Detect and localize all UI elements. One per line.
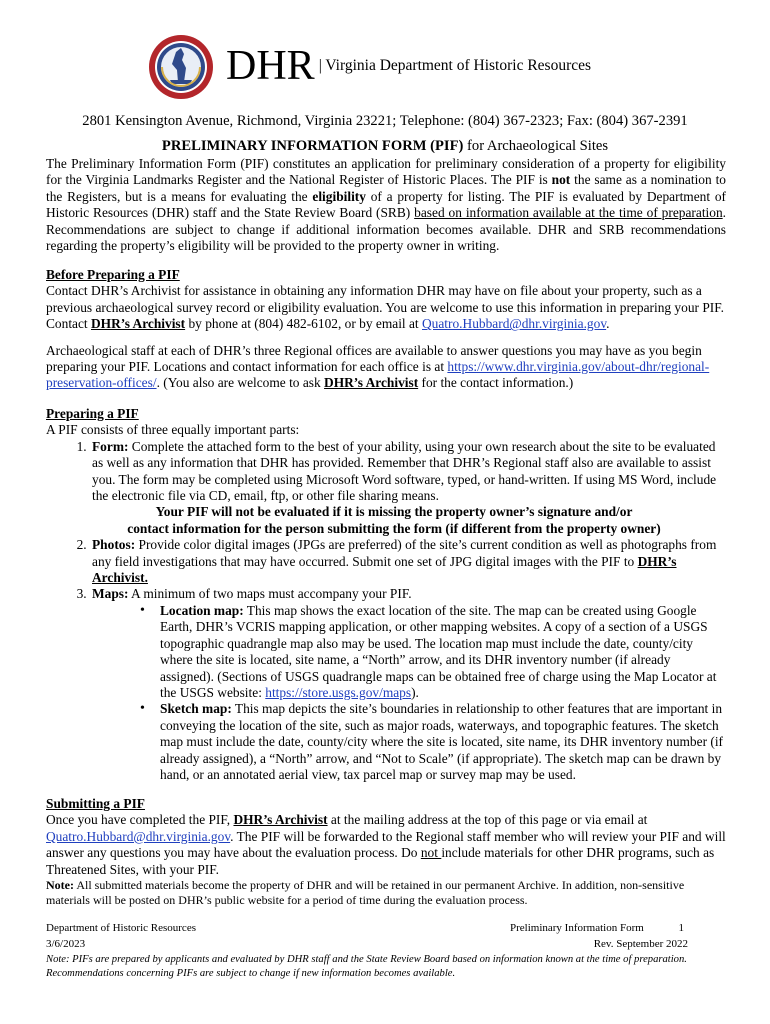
submitting-section: [46, 796, 726, 909]
submitting-text-4: include materials for other DHR programs, such as Threatened Sites, with your PIF.: [46, 845, 715, 877]
footer-note-line-1: Note: PIFs are prepared by applicants and evaluated by DHR staff and the State Review Board based on information known at the time of preparation.: [46, 954, 687, 965]
intro-paragraph: [46, 156, 726, 254]
agency-address: 2801 Kensington Avenue, Richmond, Virginia 23221; Telephone: (804) 367-2323; Fax: (804) 367-2391: [82, 113, 688, 129]
list-item-photos: [90, 537, 726, 586]
submitting-archivist-link[interactable]: DHR’s Archivist: [233, 812, 328, 828]
intro-text-4: . Recommendations are subject to change if additional information becomes available. DHR and SRB recommendations regarding the property’s eligibility will be provided to the property owner in writing.: [46, 205, 727, 254]
footer-page-number: 1: [678, 922, 684, 934]
submitting-note: [46, 878, 726, 909]
form-title-rest: for Archaeological Sites: [463, 138, 609, 154]
photos-archivist-link[interactable]: DHR’s Archivist.: [92, 553, 677, 586]
photos-label: Photos:: [92, 537, 136, 553]
signature-warning: [62, 504, 726, 537]
location-map-label: Location map:: [160, 602, 244, 618]
footer-date: 3/6/2023: [46, 938, 86, 950]
before-heading: Before Preparing a PIF: [46, 267, 180, 282]
letterhead: [148, 34, 628, 100]
agency-name: | Virginia Department of Historic Resources: [318, 57, 592, 74]
note-text: All submitted materials become the property of DHR and will be retained in our permanent Archive. In addition, non-sensitive materials will be posted on DHR’s public website for a period of time during the evaluation process.: [46, 878, 685, 908]
agency-brand: [226, 42, 591, 90]
form-text: Complete the attached form to the best of your ability, using your own research about the site to be evaluated as well as any information that DHR has provided. Remember that DHR’s Regional staff also are available to assist you. The form may be completed using Microsoft Word software, typed, or hand-written. If using MS Word, include the electronic file via CD, email, ftp, or other file sharing means.: [92, 438, 717, 504]
photos-text: Provide color digital images (JPGs are preferred) of the site’s current condition as well as photographs from any field investigations that may have occurred. Submit one set of JPG digital images with the PIF to: [92, 537, 717, 569]
intro-not: not: [551, 172, 571, 188]
preparing-heading: Preparing a PIF: [46, 406, 139, 421]
note-label: Note:: [46, 878, 74, 893]
submitting-not: not: [420, 845, 442, 861]
intro-eligibility: eligibility: [312, 188, 366, 204]
warning-line-2: contact information for the person submitting the form (if different from the property owner): [127, 520, 661, 536]
preparing-intro: A PIF consists of three equally important parts:: [46, 422, 300, 438]
intro-text-1: The Preliminary Information Form (PIF) constitutes an application for preliminary consideration of a property for eligibility for the Virginia Landmarks Register and the National Register of Historic Places. The PIF is: [46, 156, 726, 188]
before-text-3: .: [606, 316, 610, 332]
before-text-5: . (You also are welcome to ask: [156, 375, 325, 391]
regional-offices-link[interactable]: https://www.dhr.virginia.gov/about-dhr/regional-preservation-offices/: [46, 359, 710, 391]
before-text-2: by phone at (804) 482-6102, or by email at: [185, 316, 422, 332]
archivist-link-2[interactable]: DHR’s Archivist: [324, 375, 419, 391]
sketch-map-label: Sketch map:: [160, 701, 232, 717]
submitting-text-3: . The PIF will be forwarded to the Regional staff member who will review your PIF and will answer any questions you may have about the evaluation process. Do: [46, 828, 726, 861]
footer-row-1: [46, 921, 726, 935]
footer-department: Department of Historic Resources: [46, 922, 196, 934]
dhr-logo-text: DHR: [226, 43, 315, 89]
form-title: [0, 138, 770, 155]
usgs-link[interactable]: https://store.usgs.gov/maps: [265, 684, 412, 700]
footer-form-name: Preliminary Information Form: [510, 922, 644, 934]
footer-row-2: [46, 937, 726, 951]
before-paragraph-2: [46, 343, 726, 392]
footer-revision: Rev. September 2022: [593, 938, 688, 950]
before-text-1: Contact DHR’s Archivist for assistance in obtaining any information DHR may have on file about your property, such as a previous archaeological survey record or eligibility evaluation. You are welcome to use this information in preparing your PIF. Contact: [46, 283, 724, 332]
footer-note-line-2: Recommendations concerning PIFs are subject to change if new information becomes available.: [46, 968, 456, 979]
before-text-4: Archaeological staff at each of DHR’s three Regional offices are available to answer questions you may have as you begin preparing your PIF. Locations and contact information for each office is at: [46, 342, 702, 375]
maps-list: [92, 603, 726, 783]
list-item-maps: [90, 586, 726, 783]
before-paragraph-1: [46, 283, 726, 332]
submitting-text-1: Once you have completed the PIF,: [46, 812, 234, 828]
intro-text-2: the same as a nomination to the Registers, but is a means for evaluating the: [46, 172, 726, 204]
preparing-section: [46, 406, 726, 783]
submitting-heading: Submitting a PIF: [46, 796, 145, 811]
form-label: Form:: [92, 438, 129, 454]
before-section: [46, 267, 726, 392]
submitting-email-link[interactable]: Quatro.Hubbard@dhr.virginia.gov: [46, 828, 231, 844]
warning-line-1: Your PIF will not be evaluated if it is missing the property owner’s signature and/or: [155, 504, 633, 520]
location-map-text: This map shows the exact location of the site. The map can be created using Google Earth, DHR’s VCRIS mapping application, or other mapping websites. A copy of a section of a USGS topographic quadrangle map also may be used. The location map must include the date, county/city where the site is located, site name, a “North” arrow, and its DHR inventory number (if already assigned). (Sections of USGS quadrangle maps can be obtained free of charge using the Map Locator at the USGS website:: [160, 602, 717, 700]
maps-label: Maps:: [92, 586, 129, 602]
pif-parts-list: [46, 439, 726, 784]
maps-text: A minimum of two maps must accompany your PIF.: [128, 586, 412, 602]
sketch-map-text: This map depicts the site’s boundaries in relationship to other features that are important in conveying the location of the site, such as major roads, waterways, and topographic features. The sketch map must include the date, county/city where the site is located, site name, its DHR inventory number (if already assigned), a “North” arrow, and “Not to Scale” (if appropriate). The sketch map can be drawn by hand, or an annotated aerial view, tax parcel map or survey map may be used.: [160, 701, 724, 782]
page-footer: [46, 921, 726, 981]
intro-underlined: based on information available at the time of preparation: [414, 205, 723, 221]
list-item-sketch-map: [140, 701, 726, 783]
virginia-seal-logo: [148, 34, 214, 100]
list-item-form: [90, 439, 726, 537]
before-text-6: for the contact information.): [418, 375, 574, 391]
submitting-paragraph: [46, 812, 726, 878]
form-title-bold: PRELIMINARY INFORMATION FORM (PIF): [161, 138, 464, 154]
location-map-end: ).: [411, 684, 419, 700]
submitting-text-2: at the mailing address at the top of this page or via email at: [327, 812, 648, 828]
archivist-email-link[interactable]: Quatro.Hubbard@dhr.virginia.gov: [422, 316, 607, 332]
list-item-location-map: [140, 603, 726, 701]
archivist-link-1[interactable]: DHR’s Archivist: [91, 316, 186, 332]
intro-text-3: of a property for listing. The PIF is evaluated by Department of Historic Resources (DHR) staff and the State Review Board (SRB): [46, 188, 726, 221]
footer-note: [46, 953, 726, 981]
